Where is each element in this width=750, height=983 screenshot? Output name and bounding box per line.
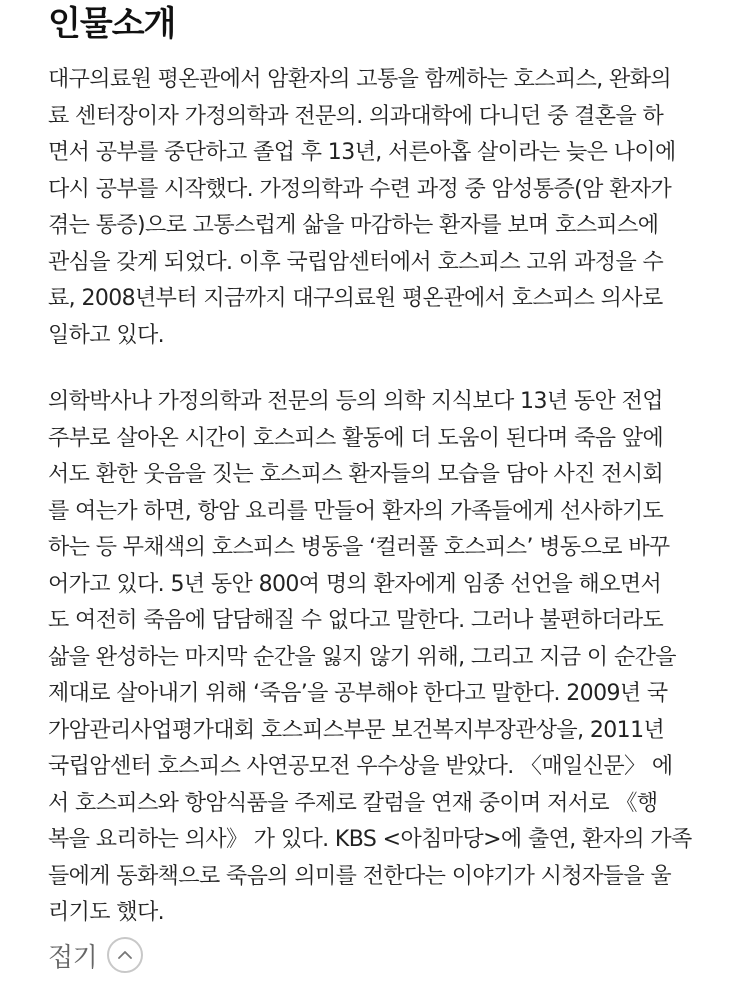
bio-line: 료 센터장이자 가정의학과 전문의. 의과대학에 다니던 중 결혼을 하: [48, 103, 664, 129]
bio-line: 관심을 갖게 되었다. 이후 국립암센터에서 호스피스 고위 과정을 수: [48, 249, 664, 275]
bio-line: 겪는 통증)으로 고통스럽게 삶을 마감하는 환자를 보며 호스피스에: [48, 213, 659, 238]
bio-line: 어가고 있다. 5년 동안 800여 명의 환자에게 임종 선언을 해오면서: [48, 571, 662, 597]
bio-line: 삶을 완성하는 마지막 순간을 잃지 않기 위해, 그리고 지금 이 순간을: [48, 644, 676, 670]
collapse-label: 접기: [48, 942, 98, 973]
bio-line: 서도 환한 웃음을 짓는 호스피스 환자들의 모습을 담아 사진 전시회: [48, 462, 664, 487]
bio-line: 가암관리사업평가대회 호스피스부문 보건복지부장관상을, 2011년: [48, 717, 665, 743]
chevron-up-icon[interactable]: [107, 937, 143, 973]
bio-line: 국립암센터 호스피스 사연공모전 우수상을 받았다. 〈매일신문〉 에: [48, 754, 673, 779]
bio-paragraph-1: [48, 62, 708, 354]
section-title: 인물소개: [48, 4, 176, 44]
bio-line: 제대로 살아내기 위해 ‘죽음’을 공부해야 한다고 말한다. 2009년 국: [48, 681, 668, 706]
bio-line: 일하고 있다.: [48, 322, 165, 348]
bio-paragraph-2: [48, 384, 708, 932]
bio-line: 주부로 살아온 시간이 호스피스 활동에 더 도움이 된다며 죽음 앞에: [48, 425, 664, 451]
bio-line: 하는 등 무채색의 호스피스 병동을 ‘컬러풀 호스피스’ 병동으로 바꾸: [48, 535, 670, 560]
bio-line: 를 여는가 하면, 항암 요리를 만들어 환자의 가족들에게 선사하기도: [48, 498, 664, 524]
bio-line: 들에게 동화책으로 죽음의 의미를 전한다는 이야기가 시청자들을 울: [48, 863, 672, 889]
collapse-button[interactable]: [48, 934, 143, 976]
bio-line: 리기도 했다.: [48, 900, 165, 925]
bio-line: 의학박사나 가정의학과 전문의 등의 의학 지식보다 13년 동안 전업: [48, 389, 663, 414]
bio-line: 다시 공부를 시작했다. 가정의학과 수련 과정 중 암성통증(암 환자가: [48, 176, 672, 202]
bio-line: 서 호스피스와 항암식품을 주제로 칼럼을 연재 중이며 저서로 《행: [48, 790, 658, 816]
bio-line: 도 여전히 죽음에 담담해질 수 없다고 말한다. 그러나 불편하더라도: [48, 608, 664, 633]
bio-line: 복을 요리하는 의사》 가 있다. KBS <아침마당>에 출연, 환자의 가족: [48, 827, 692, 852]
bio-line: 면서 공부를 중단하고 졸업 후 13년, 서른아홉 살이라는 늦은 나이에: [48, 140, 676, 165]
bio-line: 대구의료원 평온관에서 암환자의 고통을 함께하는 호스피스, 완화의: [48, 67, 672, 92]
bio-line: 료, 2008년부터 지금까지 대구의료원 평온관에서 호스피스 의사로: [48, 286, 663, 311]
